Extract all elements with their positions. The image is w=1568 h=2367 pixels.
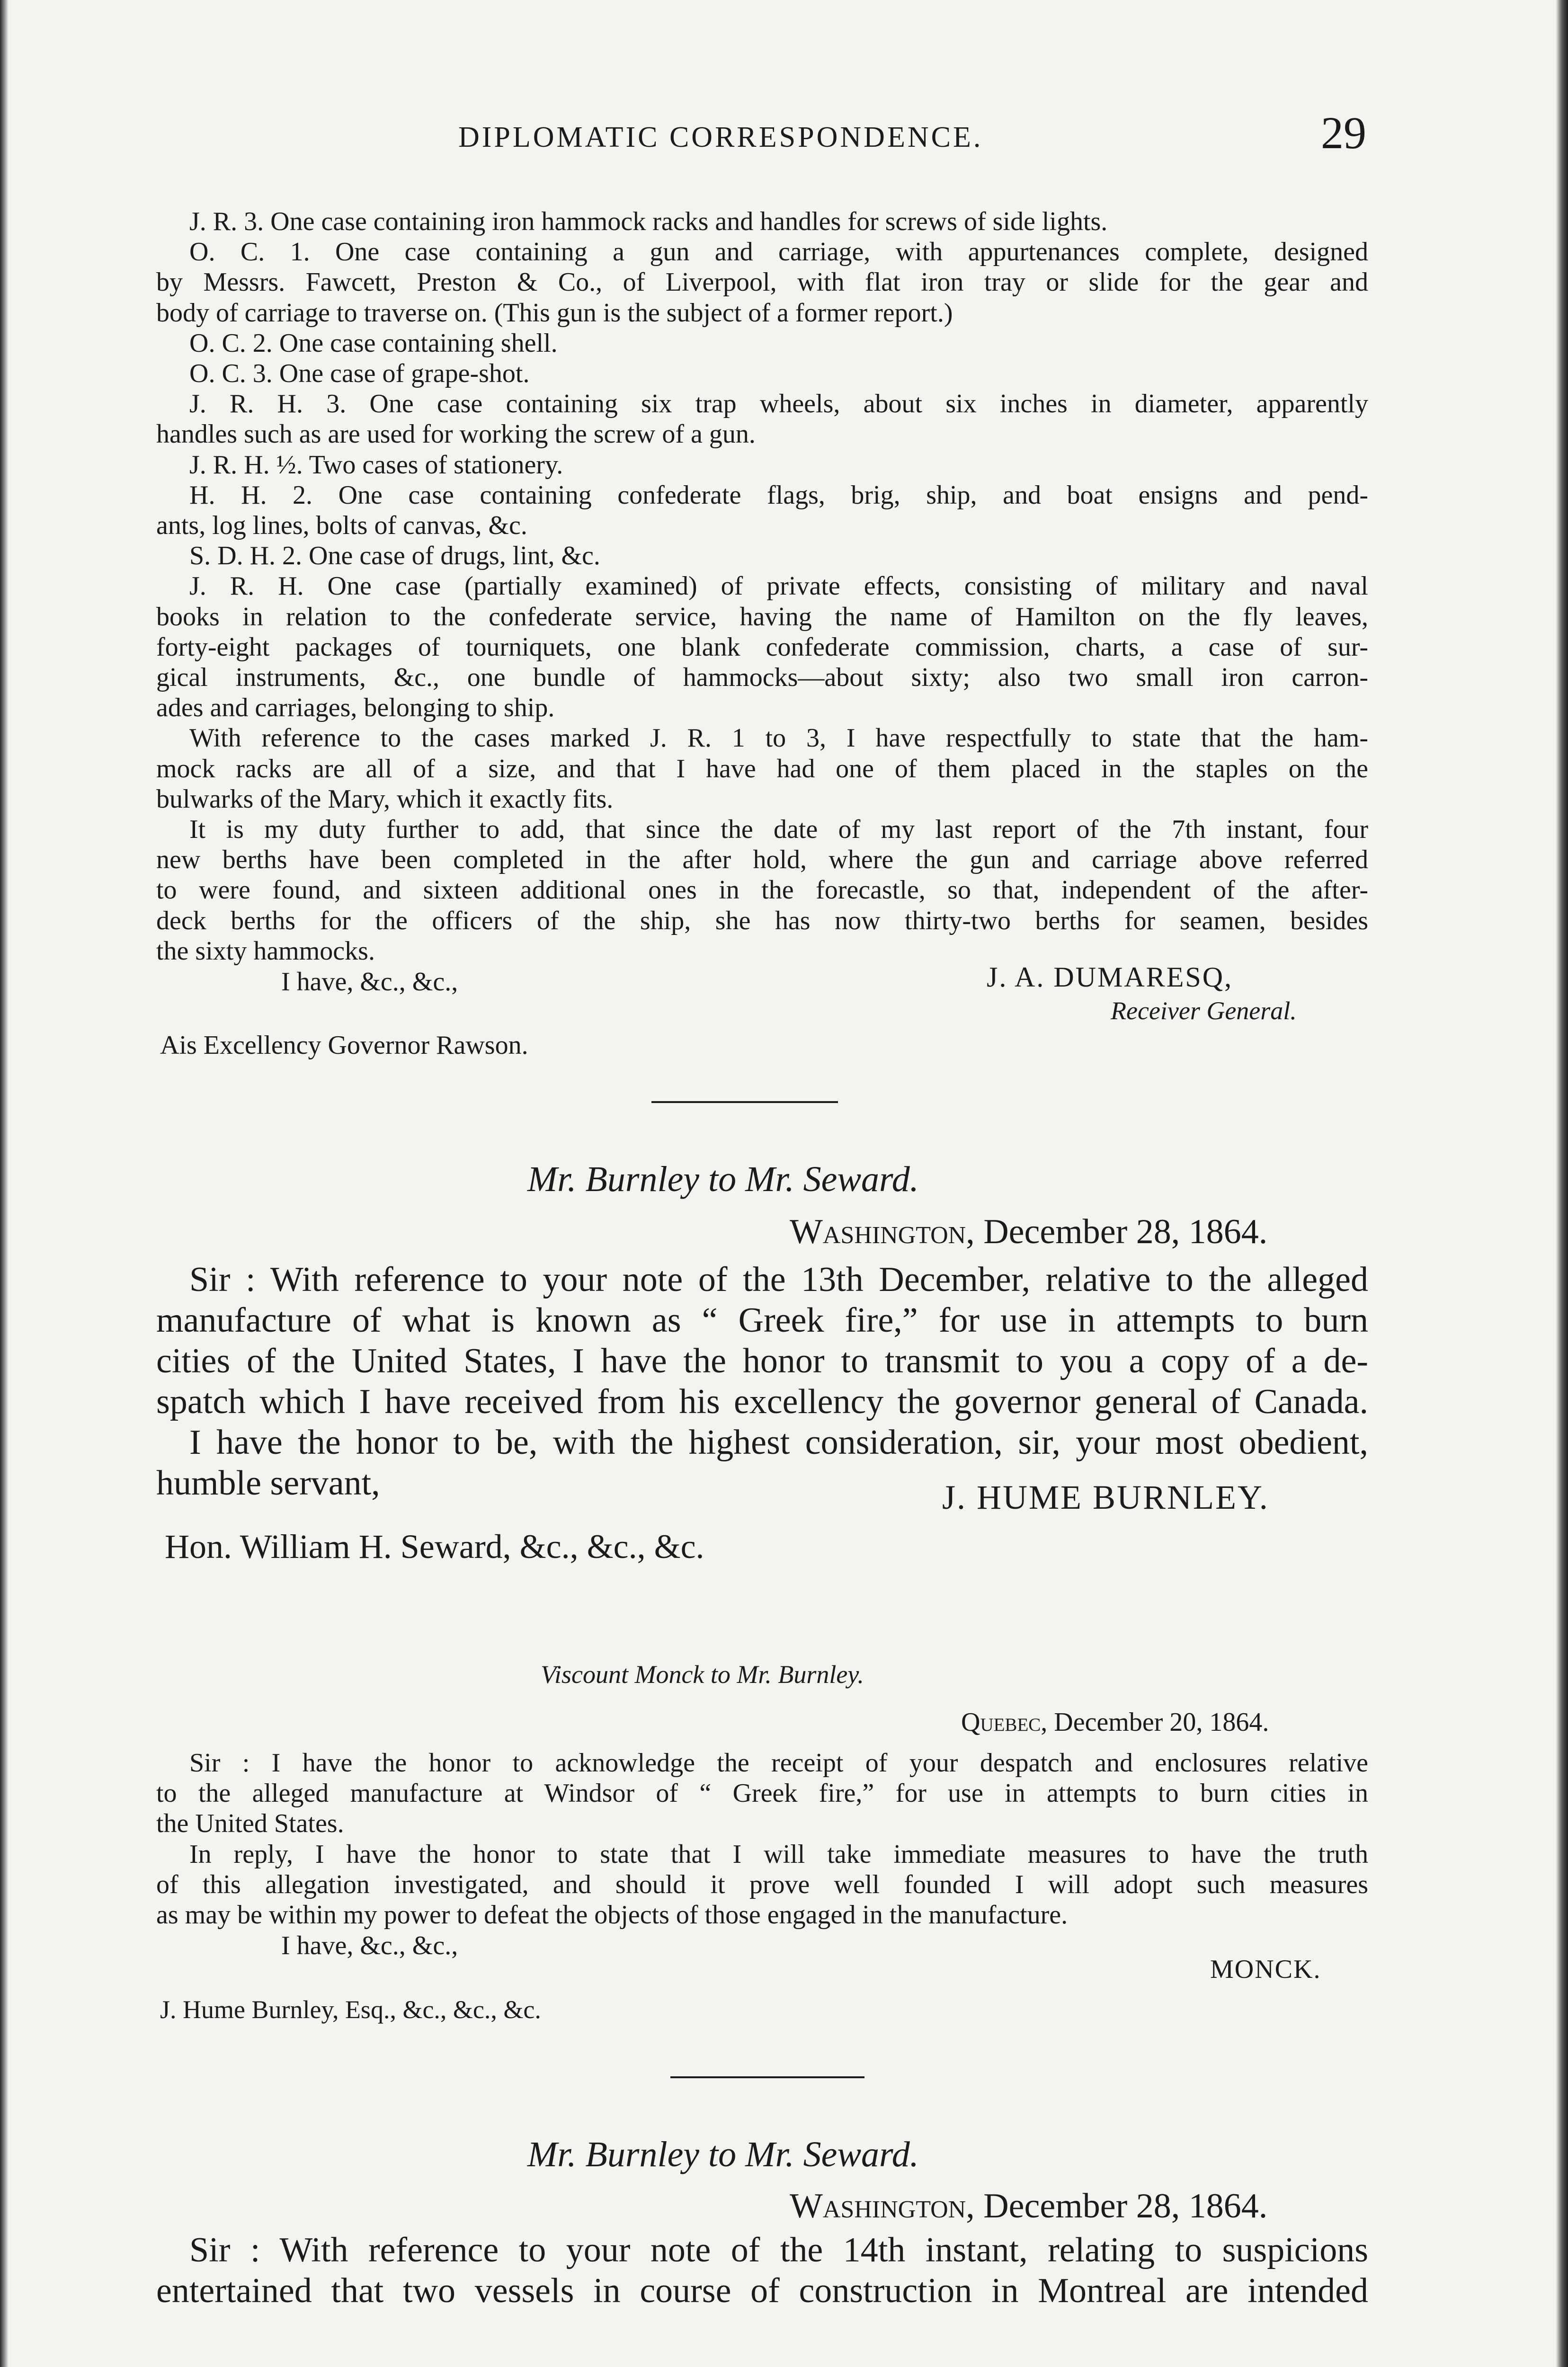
section-divider <box>670 2076 864 2078</box>
report-line: H. H. 2. One case containing confederate flags, brig, ship, and boat ensigns and pend- <box>189 480 1368 510</box>
report-signer: J. A. DUMARESQ, <box>987 961 1233 993</box>
letter-dateline <box>961 1707 1269 1737</box>
report-signer-title: Receiver General. <box>1111 997 1297 1025</box>
letter-line: manufacture of what is known as “ Greek fire,” for use in attempts to burn <box>156 1301 1368 1340</box>
letter-line: Sir : With reference to your note of the 13th December, relative to the alleged <box>189 1260 1368 1299</box>
report-line: J. R. H. One case (partially examined) of private effects, consisting of military and naval <box>189 571 1368 601</box>
report-line: to were found, and sixteen additional ones in the forecastle, so that, independent of the after- <box>156 875 1368 905</box>
letter-line: the United States. <box>156 1809 344 1839</box>
report-line: J. R. H. 3. One case containing six trap wheels, about six inches in diameter, apparently <box>189 389 1368 419</box>
report-line: by Messrs. Fawcett, Preston & Co., of Liverpool, with flat iron tray or slide for the gear and <box>156 267 1368 297</box>
report-line: O. C. 2. One case containing shell. <box>189 328 558 358</box>
letter-line: humble servant, <box>156 1464 380 1503</box>
report-closing: I have, &c., &c., <box>281 967 458 997</box>
letter-closing: I have, &c., &c., <box>281 1931 458 1960</box>
letter-body <box>156 1259 1368 1504</box>
report-body <box>156 206 1368 966</box>
report-addressee: Ais Excellency Governor Rawson. <box>160 1031 528 1060</box>
letter-line: entertained that two vessels in course of construction in Montreal are intended <box>156 2271 1368 2310</box>
letter-line: as may be within my power to defeat the objects of those engaged in the manufacture. <box>156 1900 1068 1930</box>
letter-signer: J. HUME BURNLEY. <box>942 1478 1269 1516</box>
dateline-place: Quebec, <box>961 1708 1048 1737</box>
letter-heading: Mr. Burnley to Mr. Seward. <box>527 1159 919 1199</box>
letter-dateline <box>790 1212 1267 1252</box>
report-line: forty-eight packages of tourniquets, one blank confederate commission, charts, a case of sur- <box>156 632 1368 662</box>
letter-line: of this allegation investigated, and should it prove well founded I will adopt such measures <box>156 1869 1368 1899</box>
letter-body <box>156 2230 1368 2311</box>
report-line: O. C. 1. One case containing a gun and carriage, with appurtenances complete, designed <box>189 237 1368 267</box>
letter-line: I have the honor to be, with the highest consideration, sir, your most obedient, <box>189 1423 1368 1462</box>
report-line: body of carriage to traverse on. (This gun is the subject of a former report.) <box>156 298 953 328</box>
report-line: gical instruments, &c., one bundle of hammocks—about sixty; also two small iron carron- <box>156 663 1368 693</box>
letter-line: to the alleged manufacture at Windsor of “ Greek fire,” for use in attempts to burn cities in <box>156 1779 1368 1808</box>
running-title: DIPLOMATIC CORRESPONDENCE. <box>458 121 983 153</box>
letter-heading: Mr. Burnley to Mr. Seward. <box>527 2135 919 2174</box>
letter-addressee: Hon. William H. Seward, &c., &c., &c. <box>165 1528 704 1566</box>
report-line: J. R. H. ½. Two cases of stationery. <box>189 450 563 480</box>
report-line: mock racks are all of a size, and that I have had one of them placed in the staples on the <box>156 754 1368 783</box>
report-line: the sixty hammocks. <box>156 936 375 966</box>
report-line: handles such as are used for working the screw of a gun. <box>156 419 756 449</box>
letter-line: Sir : With reference to your note of the 14th instant, relating to suspicions <box>189 2231 1368 2269</box>
letter-addressee: J. Hume Burnley, Esq., &c., &c., &c. <box>160 1995 541 2024</box>
letter-line: spatch which I have received from his excellency the governor general of Canada. <box>156 1382 1368 1421</box>
dateline-date: December 28, 1864. <box>983 2187 1268 2225</box>
dateline-date: December 20, 1864. <box>1054 1708 1269 1737</box>
report-line: S. D. H. 2. One case of drugs, lint, &c. <box>189 541 600 571</box>
letter-dateline <box>790 2186 1267 2226</box>
page-number: 29 <box>1321 107 1366 158</box>
report-line: deck berths for the officers of the ship, she has now thirty-two berths for seamen, besides <box>156 906 1368 935</box>
running-head <box>0 107 1568 163</box>
letter-body <box>156 1748 1368 1930</box>
dateline-date: December 28, 1864. <box>983 1212 1268 1251</box>
page-edge-left <box>0 0 9 2367</box>
letter-line: Sir : I have the honor to acknowledge the receipt of your despatch and enclosures relative <box>189 1748 1368 1778</box>
report-line: J. R. 3. One case containing iron hammock racks and handles for screws of side lights. <box>189 207 1108 236</box>
report-line: ades and carriages, belonging to ship. <box>156 693 555 723</box>
report-line: It is my duty further to add, that since the date of my last report of the 7th instant, four <box>189 815 1368 845</box>
report-line: ants, log lines, bolts of canvas, &c. <box>156 511 527 541</box>
letter-signer: MONCK. <box>1210 1955 1321 1984</box>
report-line: books in relation to the confederate service, having the name of Hamilton on the fly leaves, <box>156 602 1368 632</box>
report-line: new berths have been completed in the after hold, where the gun and carriage above referred <box>156 845 1368 875</box>
letter-line: In reply, I have the honor to state that I will take immediate measures to have the truth <box>189 1839 1368 1869</box>
section-divider <box>651 1101 838 1103</box>
report-line: O. C. 3. One case of grape-shot. <box>189 359 530 389</box>
letter-line: cities of the United States, I have the honor to transmit to you a copy of a de- <box>156 1342 1368 1380</box>
report-line: With reference to the cases marked J. R. 1 to 3, I have respectfully to state that the ham- <box>189 723 1368 753</box>
page-edge-right <box>1556 0 1568 2367</box>
dateline-place: Washington, <box>790 2187 975 2225</box>
dateline-place: Washington, <box>790 1212 975 1251</box>
report-line: bulwarks of the Mary, which it exactly fits. <box>156 784 614 814</box>
letter-heading: Viscount Monck to Mr. Burnley. <box>541 1660 864 1689</box>
